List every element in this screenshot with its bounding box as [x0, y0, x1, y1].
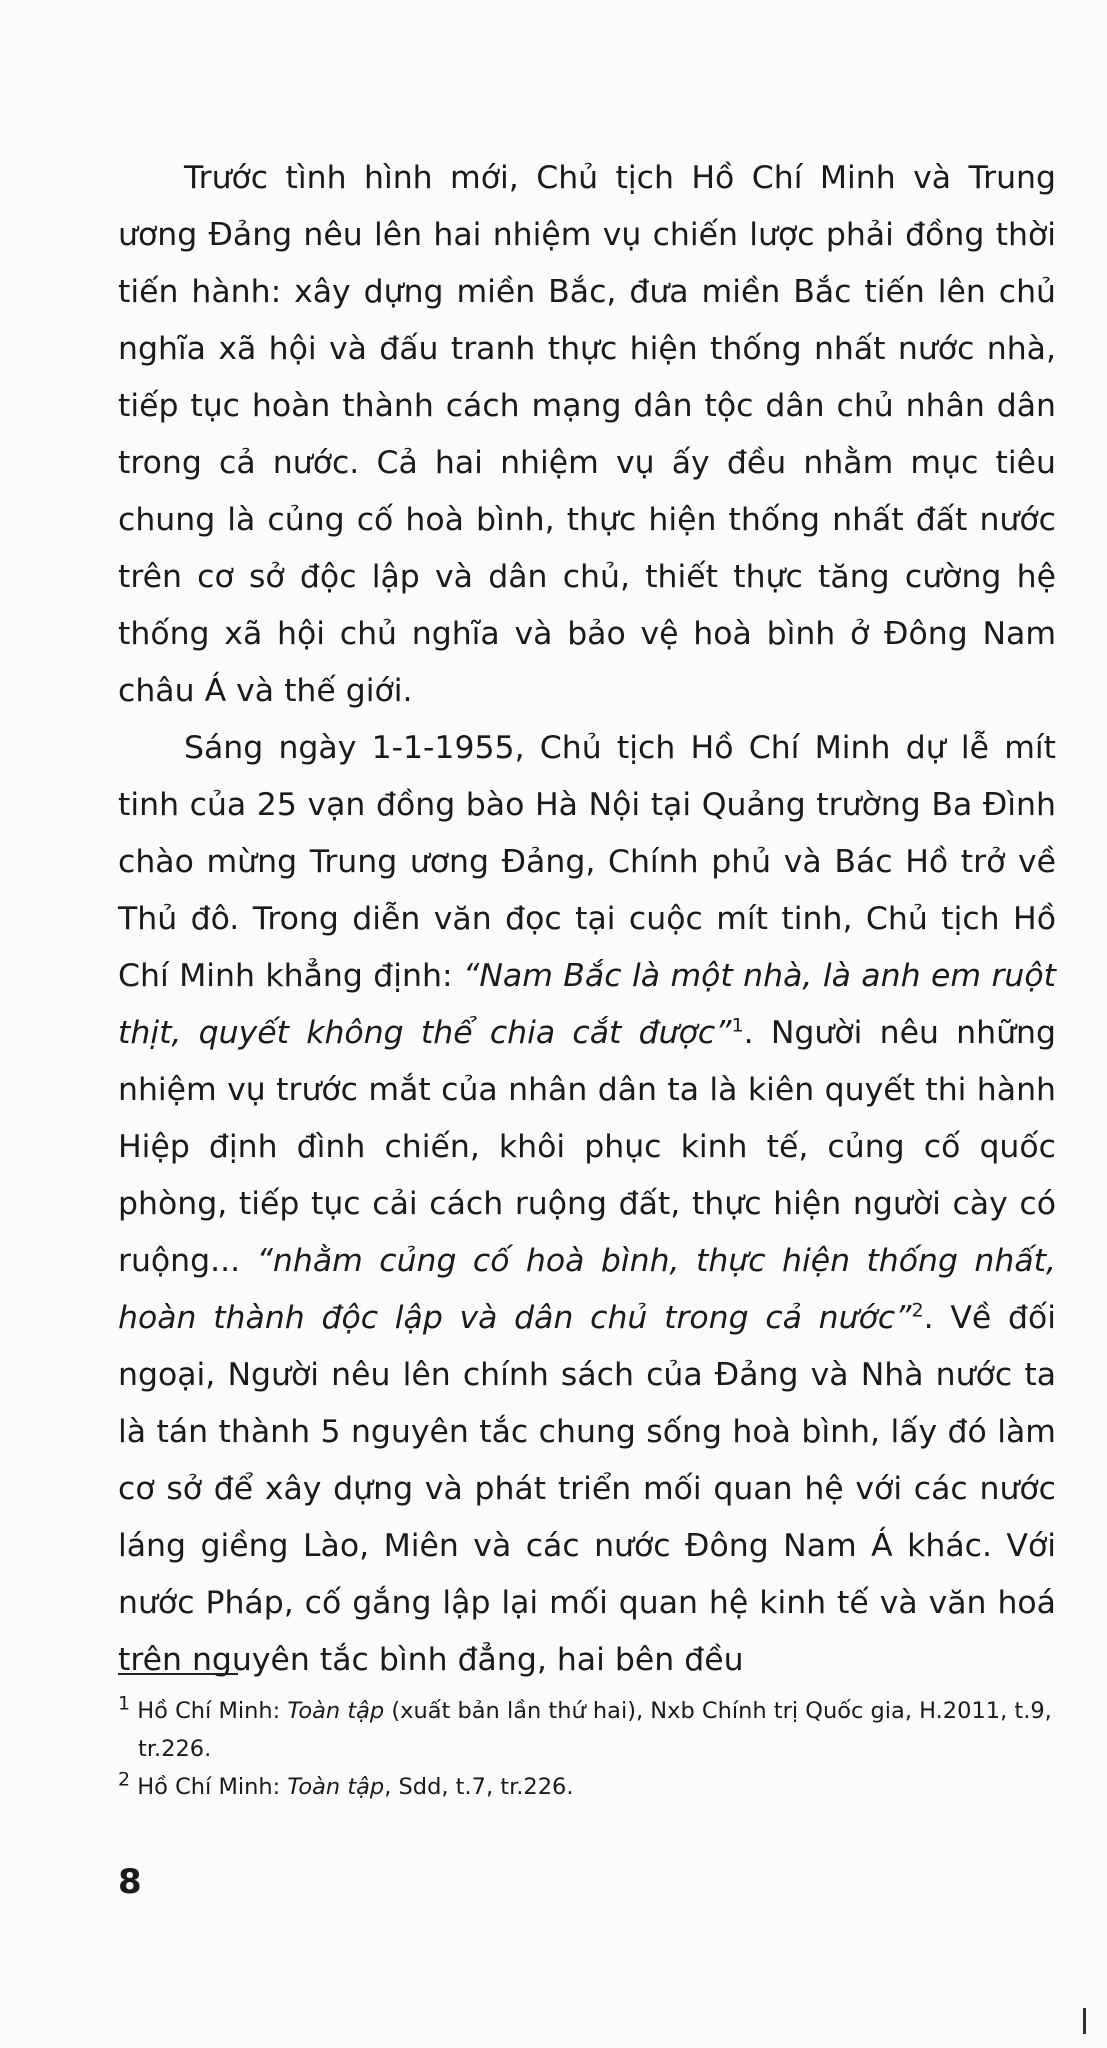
- footnote-1: [118, 1692, 1056, 1768]
- footnote-2-number: 2: [118, 1768, 131, 1791]
- paragraph-2-intro: Sáng ngày 1-1-1955, Chủ tịch Hồ Chí Minh dự lễ mít tinh của 25 vạn đồng bào Hà Nội tại Quảng trường Ba Đình chào mừng Trung ương Đảng, Chính phủ và Bác Hồ trở về Thủ đô. Trong diễn văn đọc tại cuộc mít tinh, Chủ tịch Hồ Chí Minh khẳng định:: [118, 730, 1056, 994]
- page-number: 8: [118, 1862, 142, 1902]
- footnote-2-details: , Sdd, t.7, tr.226.: [384, 1774, 574, 1800]
- paragraph-2: [118, 720, 1056, 1689]
- quote-1: “Nam Bắc là một nhà, là anh em ruột thịt, quyết không thể chia cắt được”: [118, 958, 1056, 1051]
- footnotes: [118, 1692, 1056, 1806]
- footnote-2-title: Toàn tập: [287, 1774, 385, 1800]
- footnote-2: [118, 1768, 1056, 1806]
- paragraph-1: Trước tình hình mới, Chủ tịch Hồ Chí Minh và Trung ương Đảng nêu lên hai nhiệm vụ chiến lược phải đồng thời tiến hành: xây dựng miền Bắc, đưa miền Bắc tiến lên chủ nghĩa xã hội và đấu tranh thực hiện thống nhất nước nhà, tiếp tục hoàn thành cách mạng dân tộc dân chủ nhân dân trong cả nước. Cả hai nhiệm vụ ấy đều nhằm mục tiêu chung là củng cố hoà bình, thực hiện thống nhất đất nước trên cơ sở độc lập và dân chủ, thiết thực tăng cường hệ thống xã hội chủ nghĩa và bảo vệ hoà bình ở Đông Nam châu Á và thế giới.: [118, 160, 1056, 709]
- footnote-1-author: Hồ Chí Minh:: [137, 1698, 288, 1724]
- quote-2: “nhằm củng cố hoà bình, thực hiện thống nhất, hoàn thành độc lập và dân chủ trong cả nước”: [118, 1243, 1057, 1336]
- footnote-1-number: 1: [118, 1692, 131, 1715]
- body-text: [118, 150, 1056, 1689]
- footnote-1-details: (xuất bản lần thứ hai), Nxb Chính trị Quốc gia, H.2011, t.9, tr.226.: [138, 1698, 1052, 1762]
- footnote-2-author: Hồ Chí Minh:: [137, 1774, 288, 1800]
- paragraph-2-middle: . Người nêu những nhiệm vụ trước mắt của nhân dân ta là kiên quyết thi hành Hiệp định đình chiến, khôi phục kinh tế, củng cố quốc phòng, tiếp tục cải cách ruộng đất, thực hiện người cày có ruộng...: [118, 1015, 1056, 1279]
- footnote-ref-1: 1: [731, 1014, 744, 1037]
- footnote-ref-2: 2: [911, 1299, 924, 1322]
- footnote-1-title: Toàn tập: [287, 1698, 385, 1724]
- page-edge-mark: [1083, 2008, 1086, 2034]
- footnote-divider: [118, 1673, 238, 1675]
- paragraph-2-ending: . Về đối ngoại, Người nêu lên chính sách của Đảng và Nhà nước ta là tán thành 5 nguyên tắc chung sống hoà bình, lấy đó làm cơ sở để xây dựng và phát triển mối quan hệ với các nước láng giềng Lào, Miên và các nước Đông Nam Á khác. Với nước Pháp, cố gắng lập lại mối quan hệ kinh tế và văn hoá trên nguyên tắc bình đẳng, hai bên đều: [118, 1300, 1056, 1678]
